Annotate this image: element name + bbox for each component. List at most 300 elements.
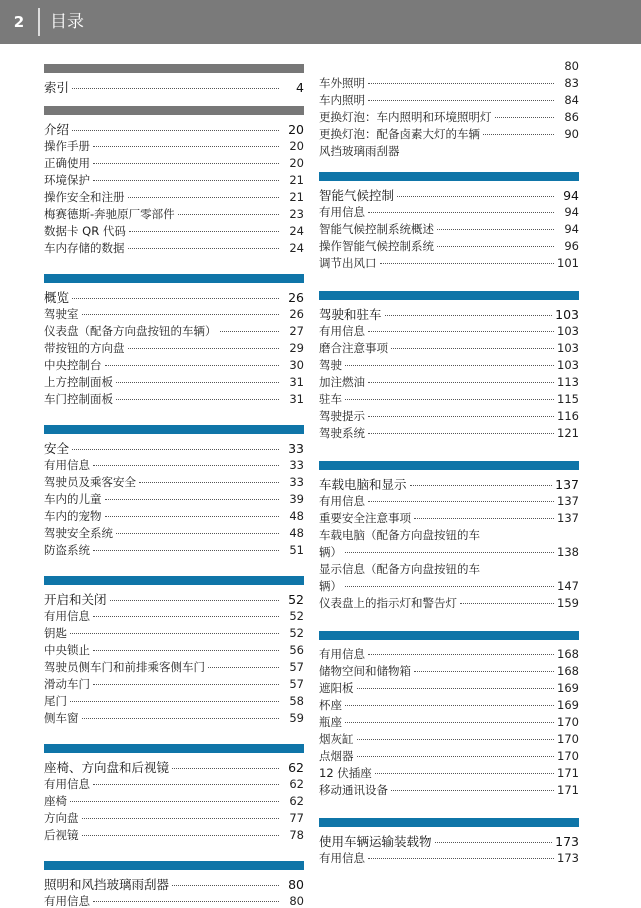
toc-chapter-entry[interactable] <box>319 476 579 493</box>
toc-entry[interactable] <box>319 544 579 561</box>
toc-page-number: 115 <box>557 392 579 406</box>
toc-page-number: 83 <box>564 76 579 90</box>
toc-page-number: 173 <box>555 834 579 849</box>
toc-entry-label: 使用车辆运输装载物 <box>319 834 432 849</box>
toc-entry[interactable] <box>319 510 579 527</box>
dot-leader <box>93 901 279 902</box>
toc-chapter-entry[interactable] <box>44 79 304 96</box>
toc-page-number: 26 <box>288 290 304 305</box>
section-gap <box>319 799 579 818</box>
page-header <box>0 0 641 44</box>
dot-leader <box>435 842 553 843</box>
toc-entry-label: 辆） <box>319 545 342 559</box>
toc-entry-label: 操作智能气候控制系统 <box>319 239 434 253</box>
toc-section <box>319 461 579 612</box>
toc-page-number: 21 <box>289 190 304 204</box>
toc-entry-label: 有用信息 <box>44 894 90 908</box>
toc-entry-label: 有用信息 <box>319 324 365 338</box>
toc-page-number: 96 <box>564 239 579 253</box>
toc-entry[interactable] <box>44 676 304 693</box>
toc-entry-label: 尾门 <box>44 694 67 708</box>
toc-entry-label: 方向盘 <box>44 811 79 825</box>
dot-leader <box>345 399 554 400</box>
toc-entry-label: 驻车 <box>319 392 342 406</box>
toc-entry-label: 带按钮的方向盘 <box>44 341 125 355</box>
toc-entry-label: 更换灯泡：配备卤素大灯的车辆 <box>319 127 480 141</box>
section-bar <box>44 576 304 585</box>
toc-page-number: 171 <box>557 766 579 780</box>
toc-entry[interactable] <box>319 323 579 340</box>
toc-entry[interactable] <box>44 659 304 676</box>
toc-entry-label: 12 伏插座 <box>319 766 372 780</box>
toc-entry[interactable] <box>319 391 579 408</box>
toc-entry-label: 概览 <box>44 290 70 305</box>
toc-entry[interactable] <box>319 408 579 425</box>
toc-entry[interactable] <box>319 595 579 612</box>
toc-entry-label: 显示信息（配备方向盘按钮的车 <box>319 562 480 576</box>
toc-entry[interactable] <box>44 323 304 340</box>
toc-entry[interactable] <box>319 646 579 663</box>
toc-entry[interactable] <box>319 238 579 255</box>
toc-entry-label: 智能气候控制 <box>319 188 395 203</box>
toc-entry-label: 遮阳板 <box>319 681 354 695</box>
dot-leader <box>345 586 554 587</box>
section-gap <box>44 96 304 106</box>
toc-page-number: 159 <box>557 596 579 610</box>
toc-page-number: 116 <box>557 409 579 423</box>
dot-leader <box>345 365 554 366</box>
toc-entry-label: 后视镜 <box>44 828 79 842</box>
section-gap <box>319 612 579 631</box>
dot-leader <box>82 835 280 836</box>
toc-section <box>44 106 304 257</box>
section-bar <box>319 631 579 640</box>
toc-entry-label: 车内的宠物 <box>44 509 102 523</box>
page-title: 目录 <box>50 12 84 32</box>
toc-entry[interactable] <box>319 425 579 442</box>
toc-chapter-entry[interactable] <box>44 289 304 306</box>
dot-leader <box>368 331 554 332</box>
dot-leader <box>483 134 554 135</box>
toc-entry-label: 驾驶系统 <box>319 426 365 440</box>
toc-page-number: 62 <box>289 777 304 791</box>
dot-leader <box>70 633 279 634</box>
toc-page-number: 20 <box>289 156 304 170</box>
toc-chapter-entry[interactable] <box>44 876 304 893</box>
toc-entry-label: 车内的儿童 <box>44 492 102 506</box>
toc-page-number: 80 <box>288 877 304 892</box>
toc-page-number: 52 <box>288 592 304 607</box>
dot-leader <box>72 88 279 89</box>
toc-section <box>319 291 579 442</box>
toc-section <box>319 58 579 160</box>
dot-leader <box>72 298 279 299</box>
dot-leader <box>93 465 279 466</box>
dot-leader <box>128 348 280 349</box>
toc-page-number: 103 <box>557 341 579 355</box>
toc-entry[interactable] <box>44 223 304 240</box>
toc-entry[interactable] <box>319 126 579 143</box>
toc-entry[interactable] <box>44 357 304 374</box>
toc-page-number: 170 <box>557 749 579 763</box>
dot-leader <box>357 756 555 757</box>
dot-leader <box>110 600 279 601</box>
dot-leader <box>414 518 554 519</box>
toc-entry-label: 操作安全和注册 <box>44 190 125 204</box>
toc-entry-label: 车外照明 <box>319 76 365 90</box>
toc-entry[interactable] <box>319 109 579 126</box>
toc-entry[interactable] <box>44 827 304 844</box>
dot-leader <box>357 688 555 689</box>
dot-leader <box>391 790 554 791</box>
toc-page-number: 56 <box>289 643 304 657</box>
toc-entry-label: 有用信息 <box>319 205 365 219</box>
toc-page-number: 94 <box>564 205 579 219</box>
toc-section <box>44 425 304 559</box>
dot-leader <box>93 180 279 181</box>
toc-entry[interactable] <box>319 374 579 391</box>
toc-entry-label: 有用信息 <box>319 647 365 661</box>
toc-page-number: 57 <box>289 660 304 674</box>
dot-leader <box>82 718 280 719</box>
toc-entry-label: 驾驶员及乘客安全 <box>44 475 136 489</box>
dot-leader <box>105 516 280 517</box>
dot-leader <box>495 117 555 118</box>
toc-entry[interactable] <box>319 731 579 748</box>
toc-entry[interactable] <box>44 391 304 408</box>
toc-section <box>44 744 304 844</box>
toc-page-number: 170 <box>557 715 579 729</box>
toc-entry[interactable] <box>319 561 579 578</box>
toc-entry-label: 更换灯泡：车内照明和环境照明灯 <box>319 110 492 124</box>
toc-page-number: 147 <box>557 579 579 593</box>
dot-leader <box>70 701 279 702</box>
section-gap <box>319 442 579 461</box>
section-gap <box>319 160 579 172</box>
toc-chapter-entry[interactable] <box>44 591 304 608</box>
toc-entry-label: 车内照明 <box>319 93 365 107</box>
toc-entry-label: 有用信息 <box>319 494 365 508</box>
toc-entry-label: 辆） <box>319 579 342 593</box>
toc-entry-label: 座椅 <box>44 794 67 808</box>
toc-entry[interactable] <box>44 240 304 257</box>
toc-page-number: 80 <box>289 894 304 908</box>
toc-entry-label: 安全 <box>44 441 70 456</box>
toc-entry[interactable] <box>44 508 304 525</box>
toc-chapter-entry[interactable] <box>44 759 304 776</box>
toc-entry-label: 车内存储的数据 <box>44 241 125 255</box>
toc-entry[interactable] <box>44 457 304 474</box>
toc-entry-label: 仪表盘上的指示灯和警告灯 <box>319 596 457 610</box>
dot-leader <box>437 246 554 247</box>
page-number: 2 <box>13 13 25 31</box>
dot-leader <box>93 163 279 164</box>
toc-entry-label: 滑动车门 <box>44 677 90 691</box>
toc-entry[interactable] <box>319 143 579 160</box>
toc-entry[interactable] <box>44 810 304 827</box>
toc-entry-label: 调节出风口 <box>319 256 377 270</box>
toc-entry-label: 车载电脑和显示 <box>319 477 407 492</box>
toc-page-number: 62 <box>289 794 304 808</box>
toc-page-number: 94 <box>563 188 579 203</box>
toc-page-number: 84 <box>564 93 579 107</box>
dot-leader <box>93 784 279 785</box>
dot-leader <box>368 382 554 383</box>
toc-page-number: 169 <box>557 681 579 695</box>
toc-entry-label: 瓶座 <box>319 715 342 729</box>
toc-section <box>319 172 579 272</box>
toc-entry[interactable] <box>44 542 304 559</box>
toc-entry-label: 重要安全注意事项 <box>319 511 411 525</box>
section-gap <box>44 257 304 274</box>
toc-entry[interactable] <box>319 748 579 765</box>
section-bar <box>319 818 579 827</box>
toc-entry-label: 上方控制面板 <box>44 375 113 389</box>
dot-leader <box>391 348 554 349</box>
toc-entry[interactable] <box>319 255 579 272</box>
dot-leader <box>72 449 279 450</box>
dot-leader <box>368 501 554 502</box>
dot-leader <box>82 818 280 819</box>
toc-entry[interactable] <box>319 221 579 238</box>
toc-page-number: 62 <box>288 760 304 775</box>
toc-entry[interactable] <box>319 680 579 697</box>
dot-leader <box>357 739 555 740</box>
toc-entry-label: 驾驶和驻车 <box>319 307 382 322</box>
toc-right-column <box>319 58 579 867</box>
toc-entry[interactable] <box>44 155 304 172</box>
toc-entry[interactable] <box>319 493 579 510</box>
toc-entry-label: 开启和关闭 <box>44 592 107 607</box>
toc-entry[interactable] <box>44 525 304 542</box>
toc-entry[interactable] <box>319 663 579 680</box>
toc-entry-label: 有用信息 <box>44 458 90 472</box>
toc-entry[interactable] <box>44 693 304 710</box>
toc-page-number: 24 <box>289 241 304 255</box>
dot-leader <box>368 416 554 417</box>
toc-page-number: 30 <box>289 358 304 372</box>
toc-page-number: 26 <box>289 307 304 321</box>
toc-entry-label: 驾驶安全系统 <box>44 526 113 540</box>
toc-page-number: 86 <box>564 110 579 124</box>
dot-leader <box>129 231 279 232</box>
toc-entry[interactable] <box>44 340 304 357</box>
toc-entry-label: 加注燃油 <box>319 375 365 389</box>
dot-leader <box>72 130 279 131</box>
toc-page-number: 121 <box>557 426 579 440</box>
toc-page-number: 173 <box>557 851 579 865</box>
toc-page-number: 52 <box>289 609 304 623</box>
toc-entry-label: 风挡玻璃雨刮器 <box>319 144 400 158</box>
toc-page-number: 33 <box>289 458 304 472</box>
dot-leader <box>93 550 279 551</box>
dot-leader <box>375 773 554 774</box>
toc-entry-label: 点烟器 <box>319 749 354 763</box>
dot-leader <box>93 616 279 617</box>
toc-entry[interactable] <box>44 474 304 491</box>
toc-entry[interactable] <box>319 578 579 595</box>
toc-entry-label: 有用信息 <box>44 777 90 791</box>
dot-leader <box>116 399 279 400</box>
section-bar <box>44 744 304 753</box>
toc-page-number: 48 <box>289 526 304 540</box>
toc-page-number: 77 <box>289 811 304 825</box>
toc-entry[interactable] <box>319 92 579 109</box>
toc-entry-label: 操作手册 <box>44 139 90 153</box>
dot-leader <box>82 314 280 315</box>
toc-entry[interactable] <box>44 642 304 659</box>
dot-leader <box>105 499 280 500</box>
toc-entry[interactable] <box>319 58 579 75</box>
toc-page-number: 94 <box>564 222 579 236</box>
toc-entry-label: 梅赛德斯-奔驰原厂零部件 <box>44 207 175 221</box>
toc-page-number: 31 <box>289 375 304 389</box>
toc-entry-label: 介绍 <box>44 122 70 137</box>
toc-page-number: 103 <box>555 307 579 322</box>
toc-entry-label: 智能气候控制系统概述 <box>319 222 434 236</box>
toc-entry[interactable] <box>44 374 304 391</box>
toc-page-number: 33 <box>288 441 304 456</box>
section-bar <box>44 106 304 115</box>
toc-entry-label: 驾驶室 <box>44 307 79 321</box>
toc-entry-label: 索引 <box>44 80 70 95</box>
dot-leader <box>368 858 554 859</box>
toc-entry[interactable] <box>44 491 304 508</box>
toc-entry-label: 驾驶提示 <box>319 409 365 423</box>
toc-chapter-entry[interactable] <box>319 306 579 323</box>
toc-section <box>44 274 304 408</box>
toc-entry-label: 车载电脑（配备方向盘按钮的车 <box>319 528 480 542</box>
dot-leader <box>410 485 553 486</box>
dot-leader <box>70 801 279 802</box>
dot-leader <box>172 885 279 886</box>
toc-chapter-entry[interactable] <box>319 833 579 850</box>
toc-entry[interactable] <box>44 172 304 189</box>
toc-entry[interactable] <box>44 893 304 908</box>
toc-page-number: 113 <box>557 375 579 389</box>
section-bar <box>44 861 304 870</box>
toc-page-number: 59 <box>289 711 304 725</box>
toc-entry-label: 照明和风挡玻璃雨刮器 <box>44 877 170 892</box>
toc-entry[interactable] <box>319 765 579 782</box>
toc-entry-label: 侧车窗 <box>44 711 79 725</box>
dot-leader <box>93 146 279 147</box>
toc-page-number: 137 <box>557 494 579 508</box>
toc-entry[interactable] <box>319 782 579 799</box>
toc-page-number: 170 <box>557 732 579 746</box>
toc-entry-label: 中央控制台 <box>44 358 102 372</box>
dot-leader <box>368 100 554 101</box>
dot-leader <box>385 315 553 316</box>
dot-leader <box>345 722 554 723</box>
header-divider <box>38 8 40 36</box>
toc-page-number: 52 <box>289 626 304 640</box>
toc-page-number: 171 <box>557 783 579 797</box>
dot-leader <box>220 331 280 332</box>
toc-entry[interactable] <box>44 710 304 727</box>
toc-chapter-entry[interactable] <box>319 187 579 204</box>
toc-entry-label: 防盗系统 <box>44 543 90 557</box>
toc-page-number: 101 <box>557 256 579 270</box>
toc-page-number: 103 <box>557 358 579 372</box>
toc-chapter-entry[interactable] <box>44 440 304 457</box>
dot-leader <box>368 83 554 84</box>
toc-entry-label: 杯座 <box>319 698 342 712</box>
toc-entry[interactable] <box>44 138 304 155</box>
dot-leader <box>93 650 279 651</box>
toc-left-column <box>44 64 304 908</box>
toc-entry-label: 仪表盘（配备方向盘按钮的车辆） <box>44 324 217 338</box>
section-bar <box>319 172 579 181</box>
dot-leader <box>178 214 279 215</box>
toc-section <box>44 861 304 908</box>
toc-entry[interactable] <box>319 850 579 867</box>
toc-entry[interactable] <box>319 204 579 221</box>
toc-entry[interactable] <box>44 793 304 810</box>
dot-leader <box>116 382 279 383</box>
toc-section <box>44 64 304 96</box>
dot-leader <box>460 603 554 604</box>
toc-entry-label: 驾驶员侧车门和前排乘客侧车门 <box>44 660 205 674</box>
toc-entry[interactable] <box>44 625 304 642</box>
toc-page-number: 138 <box>557 545 579 559</box>
dot-leader <box>414 671 554 672</box>
toc-page-number: 103 <box>557 324 579 338</box>
toc-entry-label: 数据卡 QR 代码 <box>44 224 126 238</box>
toc-page-number: 33 <box>289 475 304 489</box>
toc-entry[interactable] <box>44 189 304 206</box>
section-bar <box>44 425 304 434</box>
toc-entry[interactable] <box>44 206 304 223</box>
toc-entry-label: 车门控制面板 <box>44 392 113 406</box>
toc-entry-label: 中央锁止 <box>44 643 90 657</box>
dot-leader <box>128 248 280 249</box>
toc-page-number: 20 <box>288 122 304 137</box>
toc-page-number: 168 <box>557 664 579 678</box>
dot-leader <box>105 365 280 366</box>
toc-page-number: 80 <box>564 59 579 73</box>
section-bar <box>44 64 304 73</box>
dot-leader <box>437 229 554 230</box>
dot-leader <box>368 212 554 213</box>
toc-entry[interactable] <box>319 527 579 544</box>
toc-section <box>44 576 304 727</box>
toc-entry[interactable] <box>44 776 304 793</box>
toc-page-number: 78 <box>289 828 304 842</box>
section-gap <box>44 559 304 576</box>
toc-chapter-entry[interactable] <box>44 121 304 138</box>
toc-entry-label: 有用信息 <box>319 851 365 865</box>
toc-entry[interactable] <box>44 306 304 323</box>
dot-leader <box>116 533 279 534</box>
toc-page-number: 39 <box>289 492 304 506</box>
toc-page-number: 137 <box>555 477 579 492</box>
toc-entry[interactable] <box>319 714 579 731</box>
dot-leader <box>93 684 279 685</box>
toc-entry[interactable] <box>44 608 304 625</box>
toc-entry-label: 钥匙 <box>44 626 67 640</box>
toc-entry[interactable] <box>319 357 579 374</box>
toc-page-number: 27 <box>289 324 304 338</box>
toc-entry[interactable] <box>319 75 579 92</box>
toc-page-number: 137 <box>557 511 579 525</box>
dot-leader <box>139 482 279 483</box>
toc-page-number: 48 <box>289 509 304 523</box>
toc-section <box>319 631 579 799</box>
toc-entry[interactable] <box>319 340 579 357</box>
toc-entry[interactable] <box>319 697 579 714</box>
toc-entry-label: 正确使用 <box>44 156 90 170</box>
